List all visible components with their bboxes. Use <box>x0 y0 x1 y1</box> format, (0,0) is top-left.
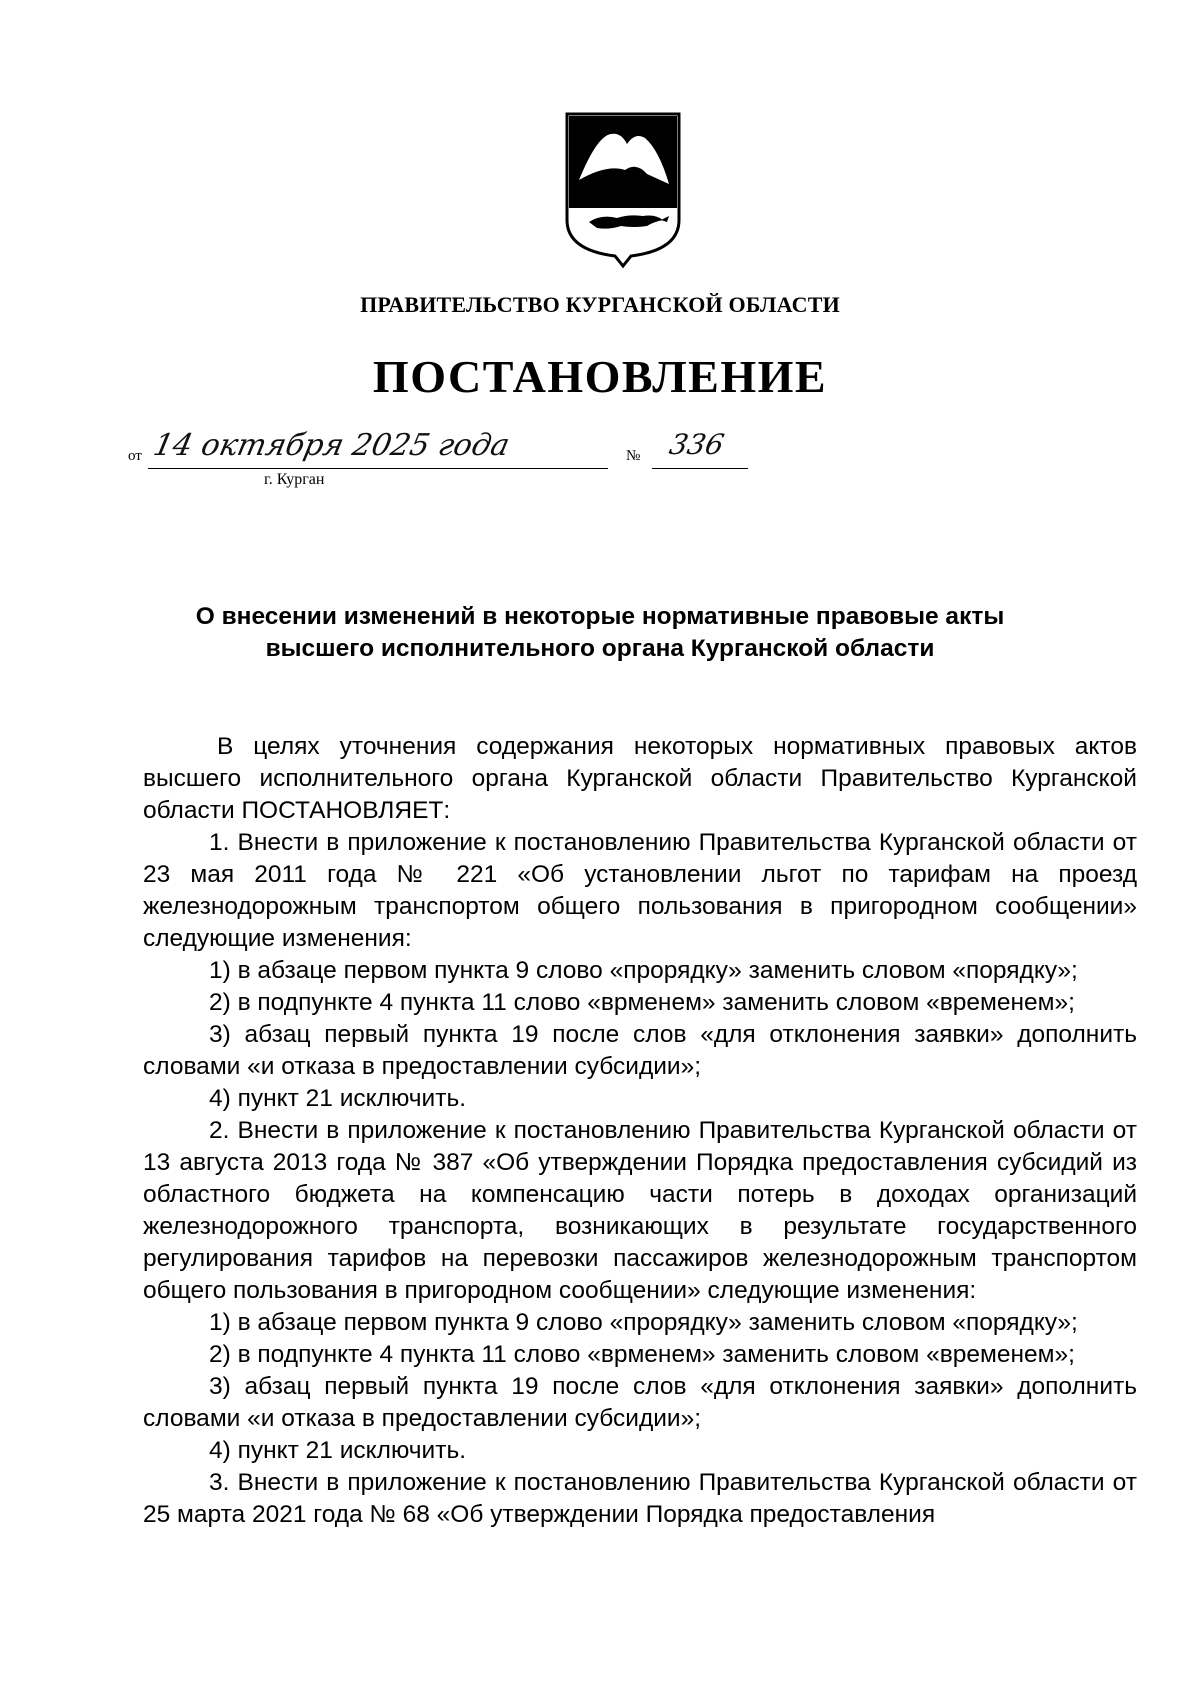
clause-2-item-2: 2) в подпункте 4 пункта 11 слово «врменем» заменить словом «временем»; <box>209 1341 1075 1368</box>
clause-1-item-2: 2) в подпункте 4 пункта 11 слово «врменем» заменить словом «временем»; <box>209 989 1075 1016</box>
date-number-row <box>128 428 727 498</box>
date-label: от <box>128 448 142 464</box>
clause-2-item-4: 4) пункт 21 исключить. <box>209 1437 467 1464</box>
clause-1-item-4: 4) пункт 21 исключить. <box>209 1085 467 1112</box>
date-underline <box>148 468 608 469</box>
preamble-paragraph: В целях уточнения содержания некоторых нормативных правовых актов высшего исполнительного органа Курганской области Правительство Курганской области ПОСТАНОВЛЯЕТ: <box>143 733 1137 824</box>
document-type-title: ПОСТАНОВЛЕНИЕ <box>372 351 828 402</box>
document-body <box>143 731 1137 1531</box>
government-name: ПРАВИТЕЛЬСТВО КУРГАНСКОЙ ОБЛАСТИ <box>360 292 840 317</box>
subject-line-2: высшего исполнительного органа Курганской области <box>265 635 935 662</box>
subject-line-1: О внесении изменений в некоторые нормативные правовые акты <box>195 603 1005 630</box>
handwritten-date: 14 октября 2025 года <box>150 428 513 463</box>
clause-1-item-3: 3) абзац первый пункта 19 после слов «для отклонения заявки» дополнить словами «и отказа в предоставлении субсидии»; <box>143 1021 1137 1080</box>
clause-2-item-3: 3) абзац первый пункта 19 после слов «для отклонения заявки» дополнить словами «и отказа в предоставлении субсидии»; <box>143 1373 1137 1432</box>
clause-2: 2. Внести в приложение к постановлению Правительства Курганской области от 13 августа 2013 года № 387 «Об утверждении Порядка предоставления субсидий из областного бюджета на компенсацию части потерь в доходах организаций железнодорожного транспорта, возникающих в результате государственного регулирования тарифов на перевозки пассажиров железнодорожным транспортом общего пользования в пригородном сообщении» следующие изменения: <box>143 1117 1137 1304</box>
coat-of-arms-icon <box>563 110 683 270</box>
number-underline <box>652 468 748 469</box>
handwritten-number: 336 <box>666 428 727 461</box>
clause-3: 3. Внести в приложение к постановлению Правительства Курганской области от 25 марта 2021 года № 68 «Об утверждении Порядка предоставления <box>143 1469 1137 1528</box>
clause-1-item-1: 1) в абзаце первом пункта 9 слово «прорядку» заменить словом «порядку»; <box>209 957 1078 984</box>
clause-2-item-1: 1) в абзаце первом пункта 9 слово «прорядку» заменить словом «порядку»; <box>209 1309 1078 1336</box>
document-subject <box>140 601 1060 665</box>
number-label: № <box>626 448 641 464</box>
city-label: г. Курган <box>264 471 325 488</box>
clause-1: 1. Внести в приложение к постановлению Правительства Курганской области от 23 мая 2011 года № 221 «Об установлении льгот по тарифам на проезд железнодорожным транспортом общего пользования в пригородном сообщении» следующие изменения: <box>143 829 1137 952</box>
